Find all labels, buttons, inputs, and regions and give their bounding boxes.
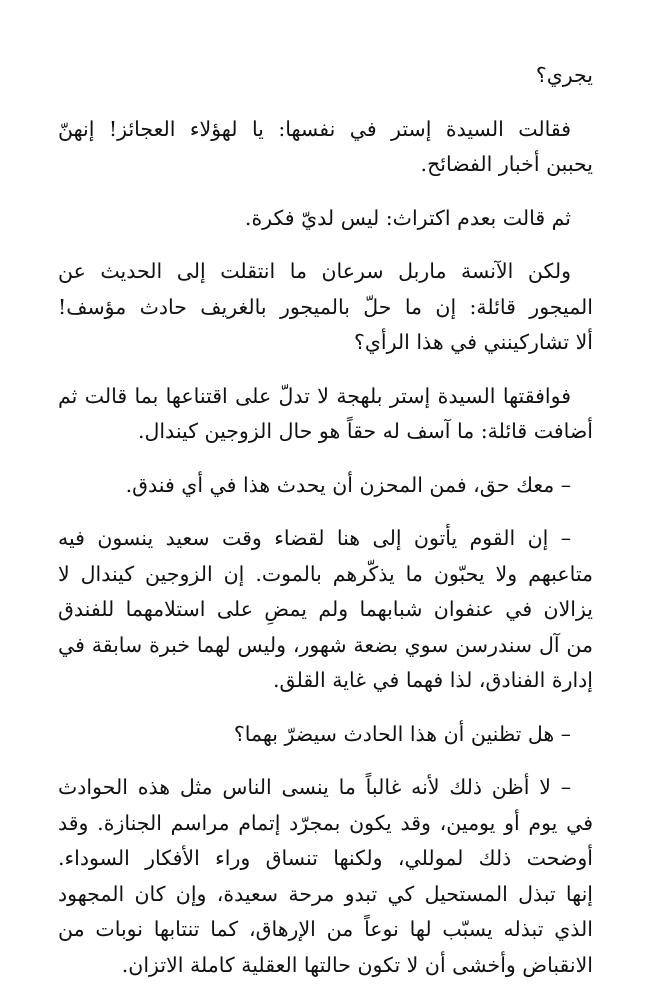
- text-line: إدارة الفنادق، لذا فهما في غاية القلق.: [273, 668, 593, 692]
- paragraph-6: [58, 468, 593, 504]
- paragraph-8: [58, 717, 593, 753]
- text-line: فقالت السيدة إستر في نفسها: يا لهؤلاء العجائز! إنهنّ: [58, 116, 571, 141]
- text-line: أضافت قائلة: ما آسف له حقاً هو حال الزوجين كيندال.: [137, 419, 593, 443]
- text-line: إنها تبذل المستحيل كي تبدو مرحة سعيدة، وإن كان المجهود: [58, 881, 593, 906]
- text-line: من آل سندرسن سوي بضعة شهور، وليس لهما خبرة سابقة في: [58, 632, 593, 657]
- paragraph-3: [58, 201, 593, 237]
- text-line: – لا أظن ذلك لأنه غالباً ما ينسى الناس مثل هذه الحوادث: [58, 775, 571, 799]
- paragraph-1: [58, 58, 593, 94]
- text-line: الذي تبذله يسبّب لها نوعاً من الإرهاق، كما تنتابها نوبات من: [58, 917, 593, 941]
- text-line: – إن القوم يأتون إلى هنا لقضاء وقت سعيد ينسون فيه: [58, 526, 571, 550]
- text-line: ثم قالت بعدم اكتراث: ليس لديّ فكرة.: [244, 205, 571, 230]
- text-line: الميجور قائلة: إن ما حلّ بالميجور بالغريف حادث مؤسف!: [58, 294, 593, 319]
- text-line: متاعبهم ولا يحبّون ما يذكّرهم بالموت. إن الزوجين كيندال لا: [58, 561, 593, 586]
- paragraph-4: [58, 254, 593, 361]
- paragraph-5: [58, 379, 593, 450]
- paragraph-7: [58, 521, 593, 699]
- text-line: ولكن الآنسة ماربل سرعان ما انتقلت إلى الحديث عن: [58, 259, 571, 283]
- paragraph-2: [58, 112, 593, 183]
- text-line: فوافقتها السيدة إستر بلهجة لا تدلّ على اقتناعها بما قالت ثم: [58, 383, 571, 408]
- text-line: يزالان في عنفوان شبابهما ولم يمضِ على استلامهما للفندق: [58, 597, 593, 621]
- text-line: – هل تظنين أن هذا الحادث سيضرّ بهما؟: [233, 721, 571, 746]
- text-line: يجري؟: [535, 63, 593, 87]
- paragraph-9: [58, 770, 593, 983]
- text-line: ألا تشاركينني في هذا الرأي؟: [353, 330, 593, 354]
- text-line: أوضحت ذلك لموللي، ولكنها تنساق وراء الأفكار السوداء.: [58, 846, 593, 870]
- text-line: يحببن أخبار الفضائح.: [420, 152, 593, 176]
- text-line: الانقباض وأخشى أن لا تكون حالتها العقلية كاملة الاتزان.: [121, 952, 593, 977]
- text-line: – معك حق، فمن المحزن أن يحدث هذا في أي فندق.: [125, 472, 571, 497]
- text-line: في يوم أو يومين، وقد يكون بمجرّد إتمام مراسم الجنازة. وقد: [58, 810, 593, 835]
